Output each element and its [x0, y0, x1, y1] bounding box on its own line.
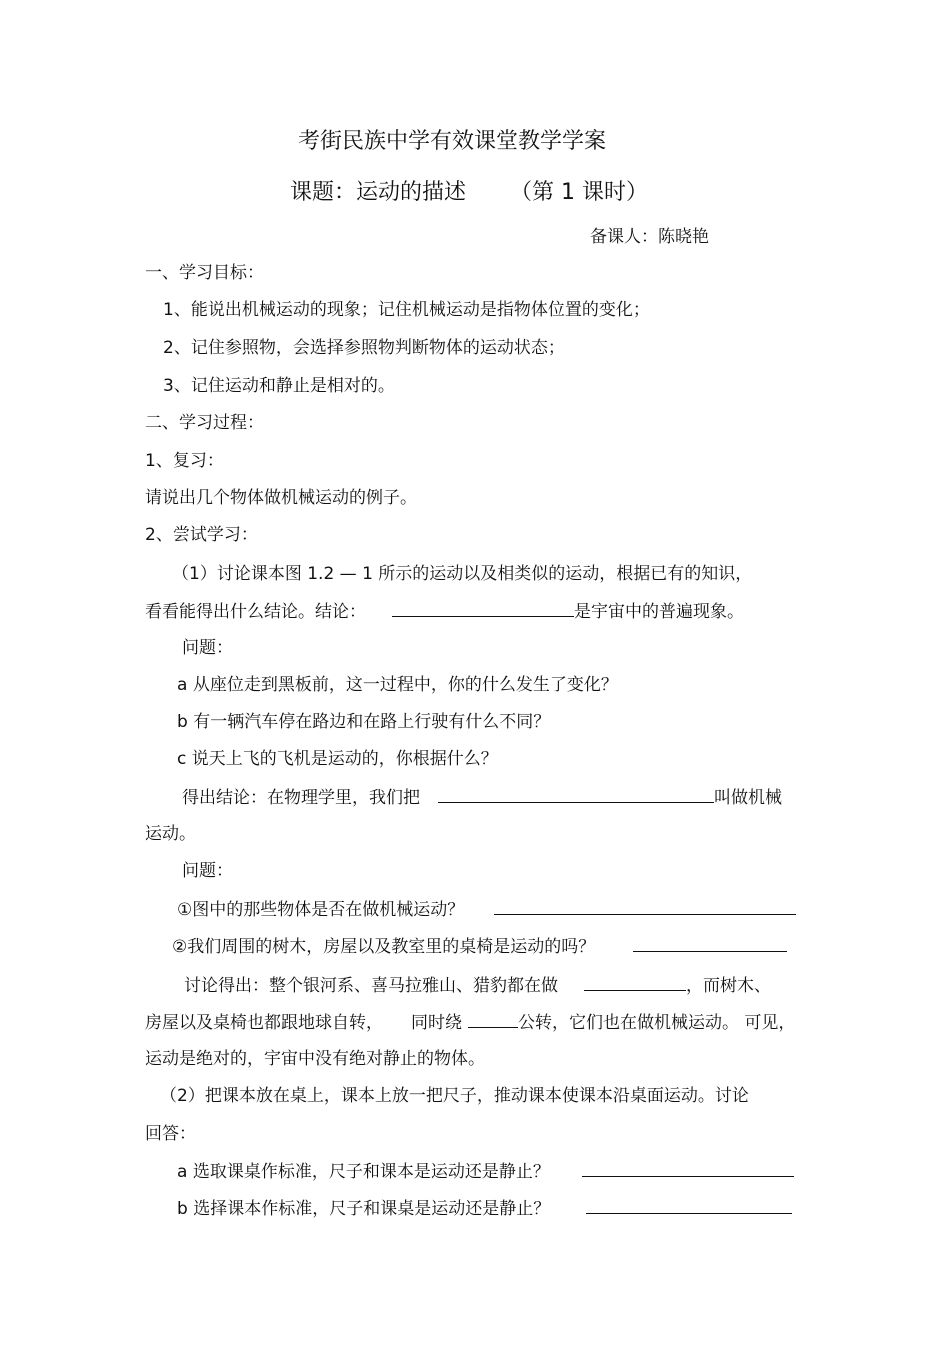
conclusion-prefix: 看看能得出什么结论。结论： [145, 602, 366, 622]
discussion-line-3: 运动是绝对的，宇宙中没有绝对静止的物体。 [145, 1049, 485, 1069]
discussion-text: ，而树木、 [686, 976, 771, 996]
question-2-line [172, 935, 787, 958]
try-heading: 2、尝试学习： [145, 525, 258, 545]
review-text: 请说出几个物体做机械运动的例子。 [145, 488, 417, 508]
answer-blank[interactable] [582, 1160, 794, 1177]
question-1-line [177, 898, 796, 921]
experiment-question-a: a 选取课桌作标准，尺子和课本是运动还是静止？ [177, 1162, 550, 1182]
answer-blank[interactable] [586, 1197, 792, 1214]
section-heading-process: 二、学习过程： [145, 413, 264, 433]
school-title: 考街民族中学有效课堂教学学案 [298, 129, 607, 154]
paragraph-2-line-2: 回答： [145, 1124, 196, 1144]
answer-blank[interactable] [468, 1011, 518, 1028]
discussion-text: 公转，它们也在做机械运动。 可见， [518, 1013, 796, 1033]
question-b: b 有一辆汽车停在路边和在路上行驶有什么不同？ [177, 712, 551, 732]
experiment-question-b: b 选择课本作标准，尺子和课桌是运动还是静止？ [177, 1199, 551, 1219]
conclusion-text: 得出结论：在物理学里，我们把 [182, 788, 420, 808]
goal-item: 3、记住运动和静止是相对的。 [163, 376, 395, 396]
discussion-text: 房屋以及桌椅也都跟地球自转， [145, 1013, 383, 1033]
conclusion-tail: 叫做机械 [714, 788, 782, 808]
question-1: ①图中的那些物体是否在做机械运动？ [177, 900, 465, 920]
experiment-a-line [177, 1160, 794, 1183]
paragraph-1-line-1: （1）讨论课本图 1.2 — 1 所示的运动以及相类似的运动，根据已有的知识， [172, 564, 753, 584]
preparer: 备课人：陈晓艳 [590, 227, 709, 247]
conclusion-end: 运动。 [145, 824, 196, 844]
section-heading-goals: 一、学习目标： [145, 263, 264, 283]
lesson-period: （第 1 课时） [510, 180, 648, 205]
review-heading: 1、复习： [145, 451, 224, 471]
question-2: ②我们周围的树木，房屋以及教室里的桌椅是运动的吗？ [172, 937, 596, 957]
discussion-line-1 [184, 974, 771, 997]
answer-blank[interactable] [494, 898, 796, 915]
question-c: c 说天上飞的飞机是运动的，你根据什么？ [177, 749, 498, 769]
conclusion-line [182, 786, 782, 809]
answer-blank[interactable] [584, 974, 686, 991]
goal-item: 1、能说出机械运动的现象；记住机械运动是指物体位置的变化； [163, 300, 650, 320]
question-a: a 从座位走到黑板前，这一过程中，你的什么发生了变化？ [177, 675, 618, 695]
paragraph-1-line-2 [145, 600, 744, 623]
answer-blank[interactable] [392, 600, 574, 617]
experiment-b-line [177, 1197, 792, 1220]
conclusion-suffix: 是宇宙中的普遍现象。 [574, 602, 744, 622]
lesson-title: 课题：运动的描述 [290, 180, 467, 205]
question-label: 问题： [182, 638, 233, 658]
discussion-text: 讨论得出：整个银河系、喜马拉雅山、猎豹都在做 [184, 976, 558, 996]
paragraph-2-line-1: （2）把课本放在桌上，课本上放一把尺子，推动课本使课本沿桌面运动。讨论 [160, 1086, 749, 1106]
goal-item: 2、记住参照物，会选择参照物判断物体的运动状态； [163, 338, 565, 358]
answer-blank[interactable] [438, 786, 714, 803]
discussion-line-2 [145, 1011, 795, 1034]
question-label: 问题： [182, 861, 233, 881]
discussion-text: 同时绕 [411, 1013, 462, 1033]
answer-blank[interactable] [633, 935, 787, 952]
